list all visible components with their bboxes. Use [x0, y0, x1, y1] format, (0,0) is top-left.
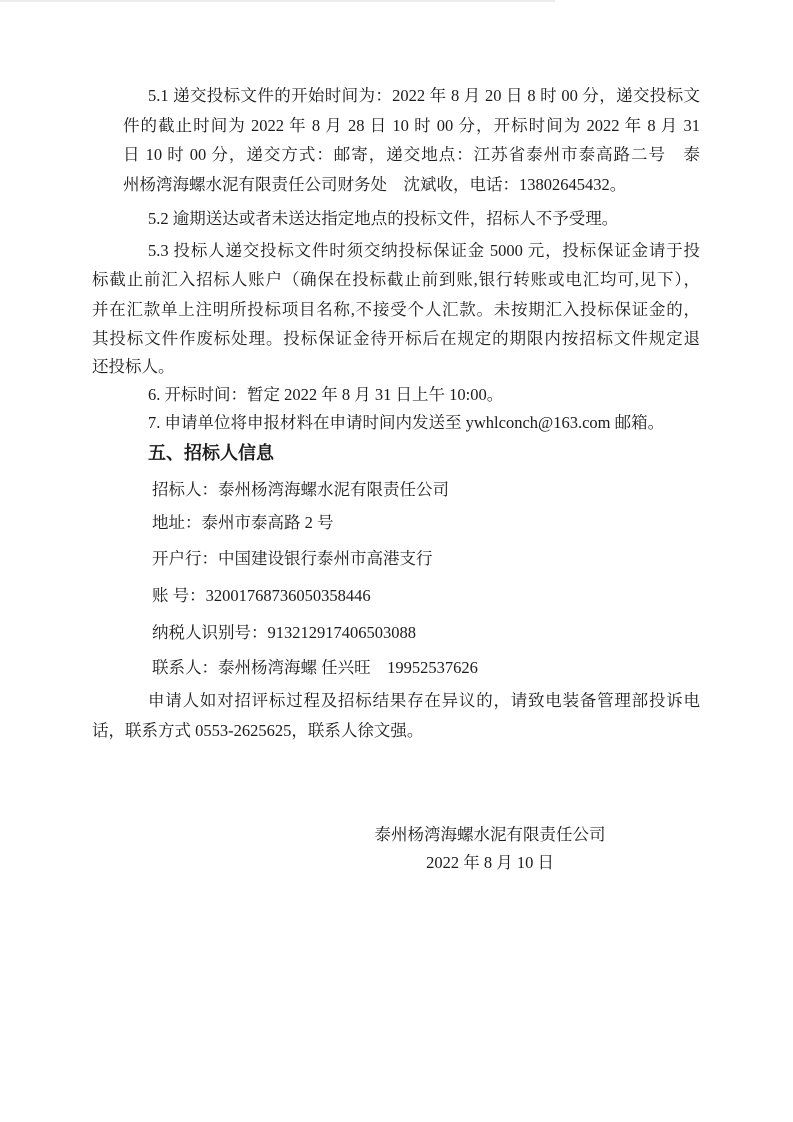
- clause-5-1-line-4: 州杨湾海螺水泥有限责任公司财务处 沈斌收，电话：13802645432。: [123, 175, 627, 194]
- appeal-line-1: 申请人如对招评标过程及招标结果存在异议的，请致电装备管理部投诉电: [148, 691, 700, 710]
- clause-5-2: 5.2 逾期送达或者未送达指定地点的投标文件，招标人不予受理。: [148, 209, 619, 228]
- clause-6: 6. 开标时间：暂定 2022 年 8 月 31 日上午 10:00。: [148, 385, 504, 404]
- clause-5-3-line-1: 5.3 投标人递交投标文件时须交纳投标保证金 5000 元，投标保证金请于投: [148, 241, 700, 260]
- tenderer-taxid-row: 纳税人识别号：913212917406503088: [152, 623, 416, 642]
- tenderer-name-row: 招标人：泰州杨湾海螺水泥有限责任公司: [152, 480, 449, 499]
- clause-5-3-line-5: 还投标人。: [92, 357, 175, 376]
- tenderer-contact-row: 联系人：泰州杨湾海螺 任兴旺 19952537626: [152, 658, 478, 677]
- signature-date: 2022 年 8 月 10 日: [426, 853, 554, 872]
- clause-7: 7. 申请单位将申报材料在申请时间内发送至 ywhlconch@163.com 邮箱。: [148, 413, 665, 432]
- clause-5-3-line-2: 标截止前汇入招标人账户（确保在投标截止前到账,银行转账或电汇均可,见下），: [92, 270, 700, 289]
- clause-5-1-line-1: 5.1 递交投标文件的开始时间为：2022 年 8 月 20 日 8 时 00 分，递交投标文: [148, 86, 700, 105]
- tenderer-account-row: 账 号：32001768736050358446: [152, 586, 371, 605]
- clause-5-3-line-3: 并在汇款单上注明所投标项目名称,不接受个人汇款。未按期汇入投标保证金的，: [92, 300, 700, 319]
- section-5-heading: 五、招标人信息: [148, 443, 274, 463]
- signature-company: 泰州杨湾海螺水泥有限责任公司: [374, 825, 606, 844]
- scan-edge-artifact: [0, 0, 555, 2]
- clause-5-1-line-2: 件的截止时间为 2022 年 8 月 28 日 10 时 00 分，开标时间为 2022 年 8 月 31: [123, 116, 701, 135]
- appeal-line-2: 话，联系方式 0553-2625625，联系人徐文强。: [92, 721, 424, 740]
- clause-5-3-line-4: 其投标文件作废标处理。投标保证金待开标后在规定的期限内按招标文件规定退: [92, 329, 700, 348]
- tenderer-address-row: 地址：泰州市泰高路 2 号: [152, 513, 334, 532]
- tenderer-bank-row: 开户行：中国建设银行泰州市高港支行: [152, 549, 433, 568]
- clause-5-1-line-3: 日 10 时 00 分，递交方式：邮寄，递交地点：江苏省泰州市泰高路二号 泰: [123, 145, 700, 164]
